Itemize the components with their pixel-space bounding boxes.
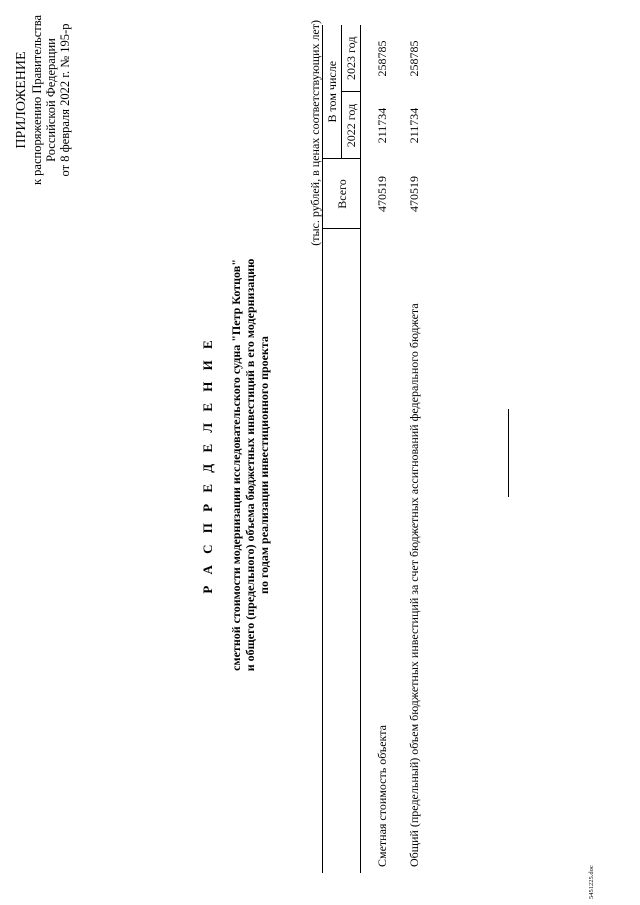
- document-heading: [200, 225, 271, 705]
- header-label-cell: [323, 229, 361, 873]
- table-row: [393, 25, 425, 873]
- heading-line-2: и общего (предельного) объема бюджетных инвестиций в его модернизацию: [243, 258, 257, 672]
- row-2022: 211734: [407, 107, 421, 144]
- heading-line-1: сметной стоимости модернизации исследовательского судна "Петр Котцов": [229, 259, 243, 671]
- row-2023: 258785: [407, 40, 421, 77]
- header-2023: 2023 год: [342, 25, 361, 92]
- header-2022: 2022 год: [342, 92, 361, 159]
- heading-line-3: по годам реализации инвестиционного проекта: [257, 336, 271, 594]
- divider-line: [508, 409, 509, 497]
- file-code: 5451225.doc: [588, 865, 595, 899]
- appendix-block: [15, 0, 72, 200]
- distribution-table: [322, 25, 425, 873]
- appendix-line-2: Российской Федерации: [44, 38, 58, 162]
- header-including: В том числе: [323, 25, 342, 159]
- row-label: Общий (предельный) объем бюджетных инвестиций за счет бюджетных ассигнований федерального бюджета: [407, 303, 421, 867]
- row-2023: 258785: [375, 40, 389, 77]
- row-label: Сметная стоимость объекта: [375, 725, 389, 867]
- heading-title: Р А С П Р Е Д Е Л Е Н И Е: [200, 336, 215, 594]
- appendix-line-3: от 8 февраля 2022 г. № 195-р: [58, 23, 72, 177]
- units-note: (тыс. рублей, в ценах соответствующих лет): [308, 20, 322, 246]
- header-total: Всего: [323, 159, 361, 229]
- appendix-line-1: к распоряжению Правительства: [30, 15, 44, 186]
- table-row: [361, 25, 394, 873]
- row-total: 470519: [407, 176, 421, 212]
- row-total: 470519: [375, 176, 389, 212]
- row-2022: 211734: [375, 107, 389, 144]
- appendix-title: ПРИЛОЖЕНИЕ: [14, 51, 29, 149]
